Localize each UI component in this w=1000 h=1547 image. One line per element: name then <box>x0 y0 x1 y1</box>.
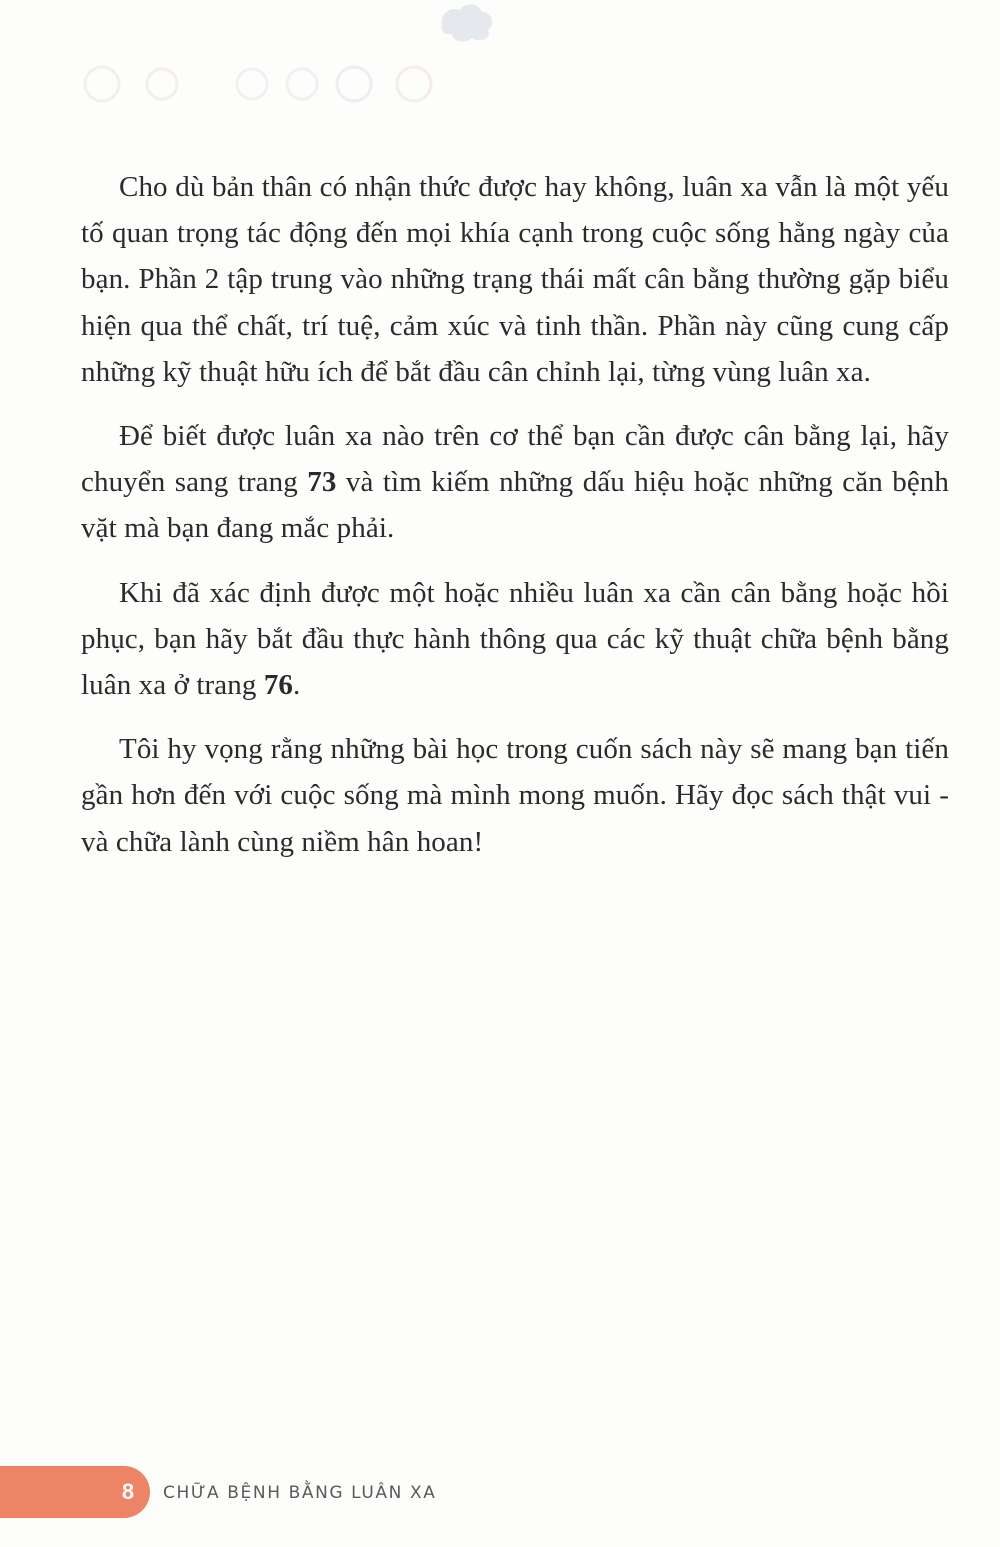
text-run: Để biết được luân xa nào trên cơ thể bạn cần được cân bằng lại, hãy chuyển sang trang <box>81 420 949 499</box>
paragraph <box>81 570 949 709</box>
page-number: 8 <box>121 1479 135 1504</box>
text-run: Khi đã xác định được một hoặc nhiều luân xa cần cân bằng hoặc hồi phục, bạn hãy bắt đầu thực hành thông qua các kỹ thuật chữa bệnh bằng luân xa ở trang <box>81 576 949 702</box>
text-run: Tôi hy vọng rằng những bài học trong cuốn sách này sẽ mang bạn tiến gần hơn đến với cuộc sống mà mình mong muốn. Hãy đọc sách thật vui - và chữa lành cùng niềm hân hoan! <box>81 733 949 858</box>
decorative-chakra-symbols-icon <box>82 64 442 104</box>
page-reference: 73 <box>307 466 337 499</box>
paragraph <box>81 164 949 395</box>
body-text <box>81 164 949 883</box>
decorative-cloud-icon <box>438 0 496 44</box>
paragraph <box>81 726 949 865</box>
paragraph <box>81 413 949 552</box>
page-reference: 76 <box>263 669 294 702</box>
text-run: và tìm kiếm những dấu hiệu hoặc những căn bệnh vặt mà bạn đang mắc phải. <box>81 466 949 545</box>
running-title: CHỮA BỆNH BẰNG LUÂN XA <box>163 1483 437 1503</box>
text-run: . <box>293 669 301 702</box>
text-run: Cho dù bản thân có nhận thức được hay không, luân xa vẫn là một yếu tố quan trọng tác động đến mọi khía cạnh trong cuộc sống hằng ngày của bạn. Phần 2 tập trung vào những trạng thái mất cân bằng thường gặp biểu hiện qua thể chất, trí tuệ, cảm xúc và tinh thần. Phần này cũng cung cấp những kỹ thuật hữu ích để bắt đầu cân chỉnh lại, từng vùng luân xa. <box>81 171 949 388</box>
